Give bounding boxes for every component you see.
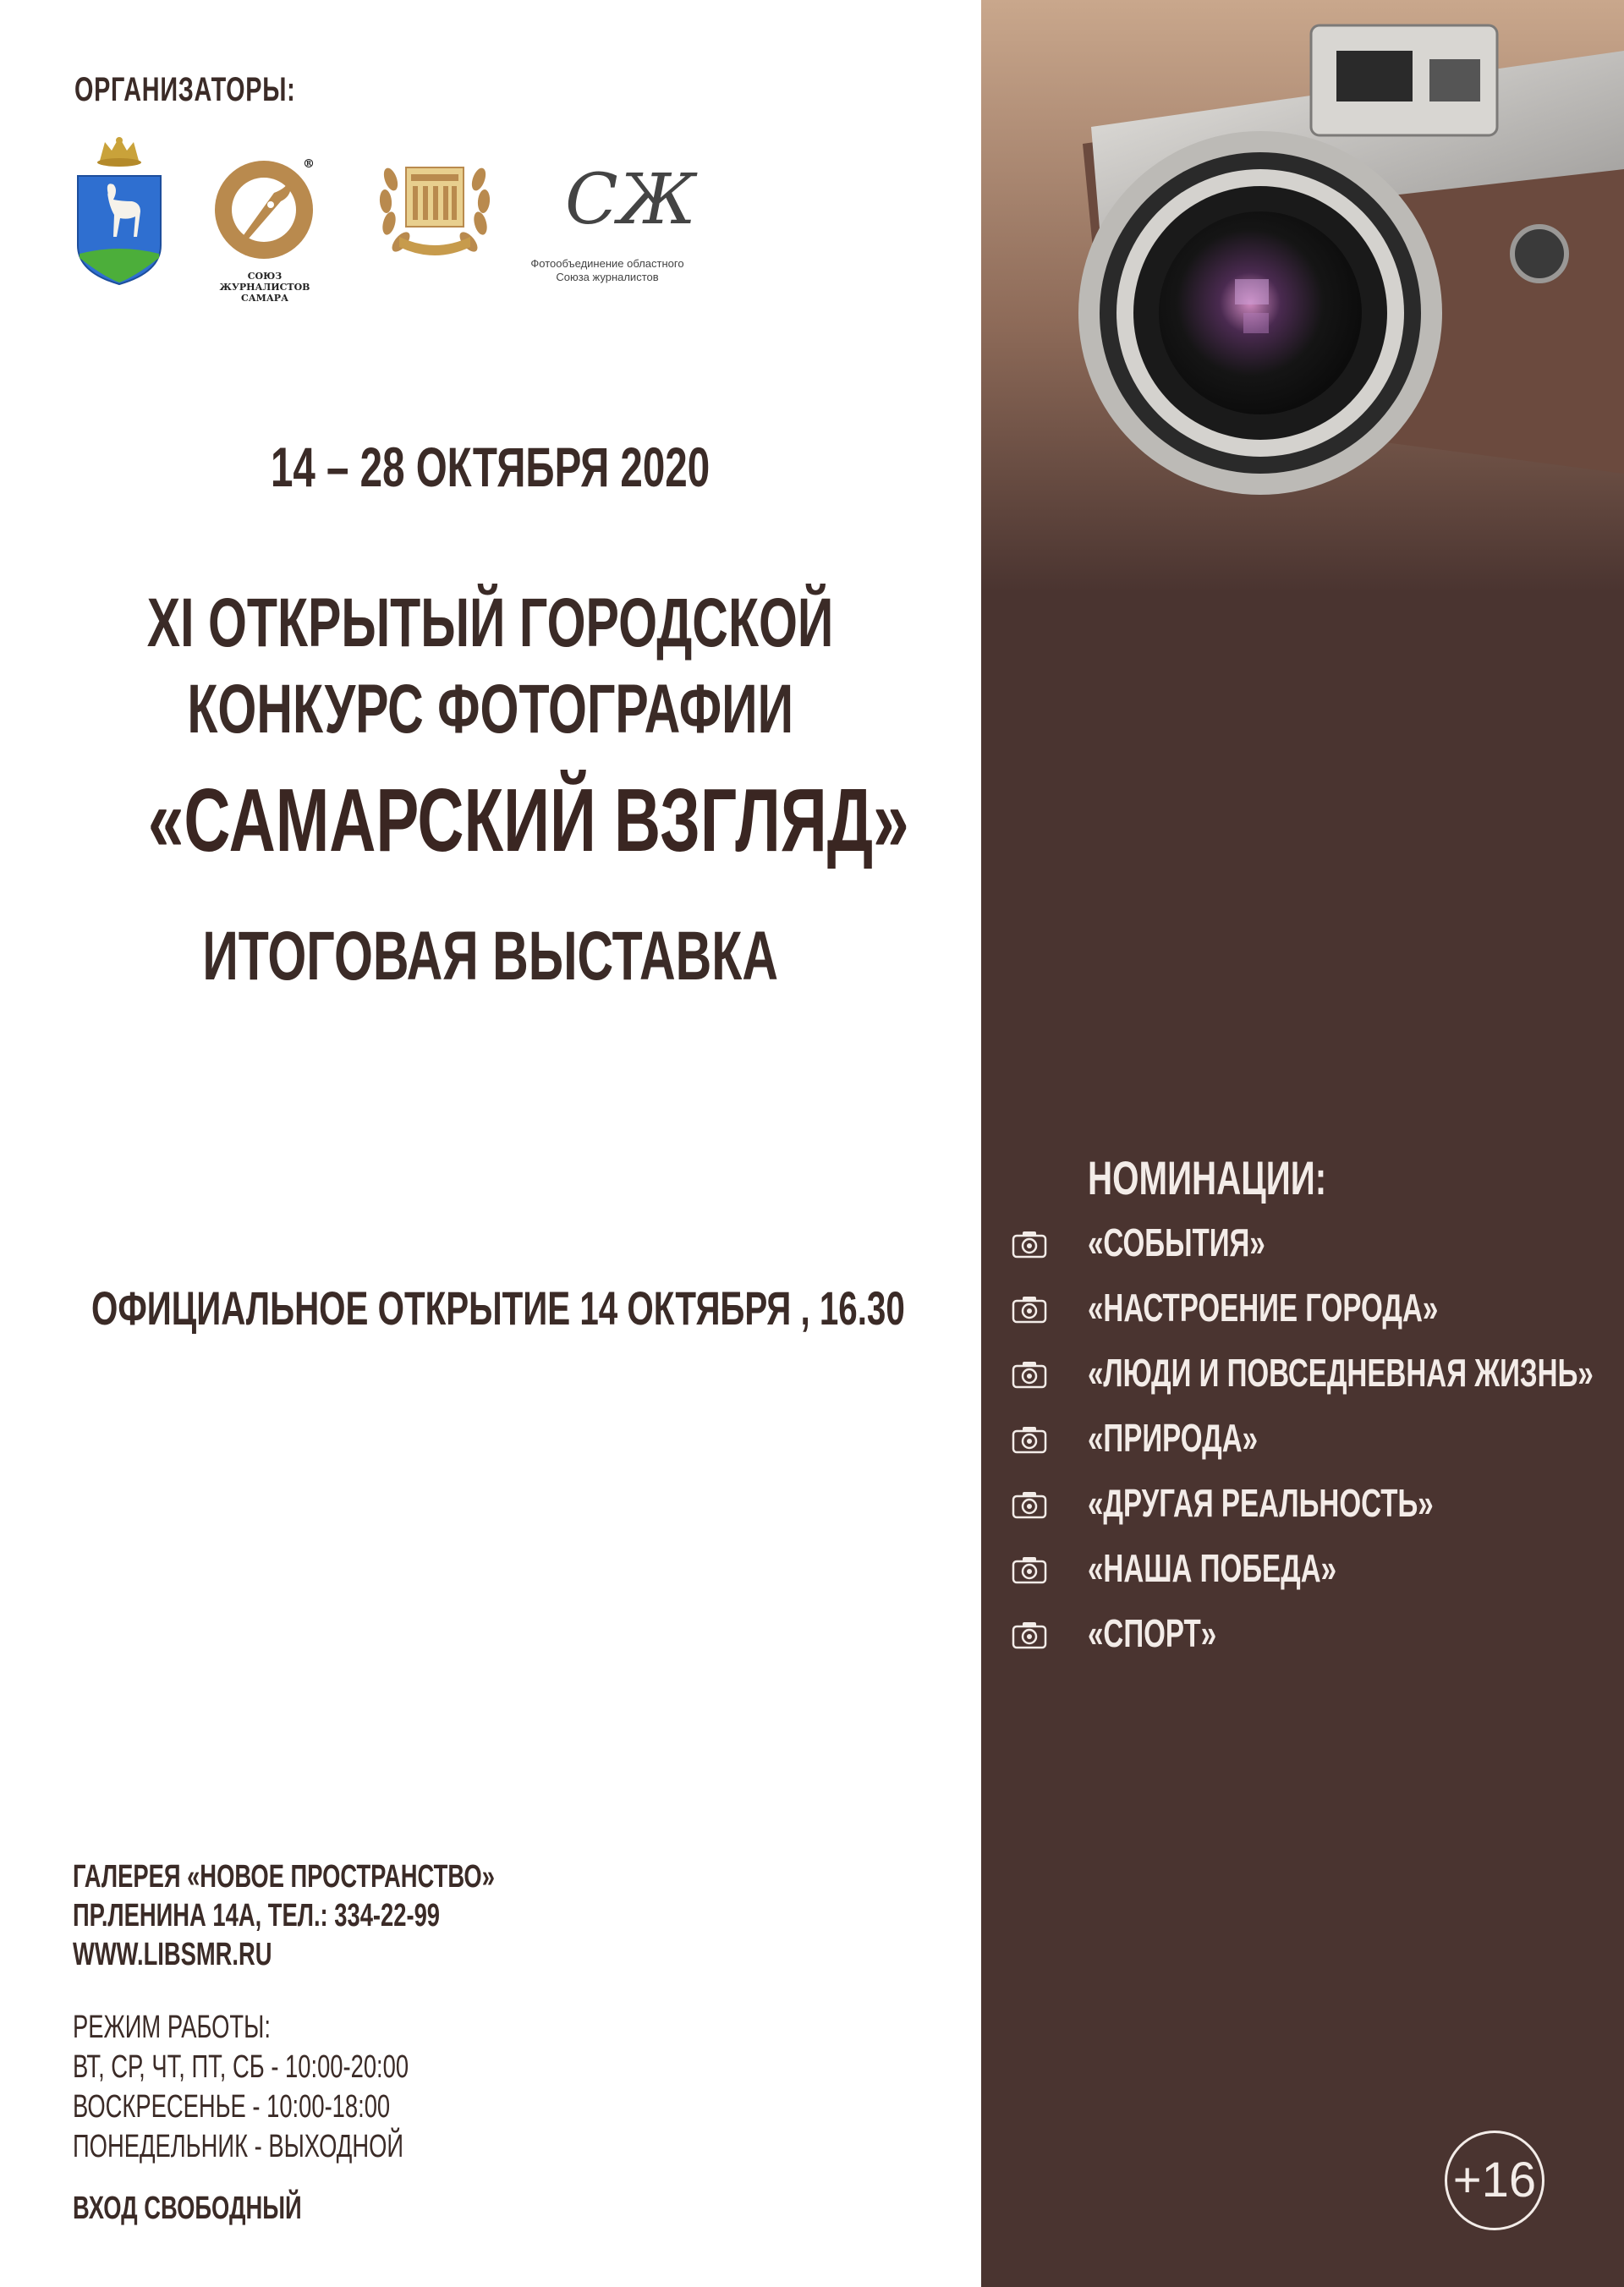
photo-association-monogram-icon: СЖ — [565, 160, 696, 240]
organizer-logos — [74, 135, 717, 304]
camera-icon — [1012, 1490, 1047, 1519]
list-item: «СОБЫТИЯ» — [1012, 1215, 1621, 1280]
list-item: «ДРУГАЯ РЕАЛЬНОСТЬ» — [1012, 1475, 1621, 1540]
camera-icon — [1012, 1425, 1047, 1454]
vintage-camera-photo — [981, 0, 1624, 592]
age-rating-badge: +16 — [1445, 2131, 1544, 2230]
event-dates: 14 – 28 ОКТЯБРЯ 2020 — [271, 436, 710, 498]
camera-icon — [1012, 1295, 1047, 1324]
official-opening: ОФИЦИАЛЬНОЕ ОТКРЫТИЕ 14 ОКТЯБРЯ , 16.30 — [91, 1281, 905, 1335]
venue-address: ГАЛЕРЕЯ «НОВОЕ ПРОСТРАНСТВО» ПР.ЛЕНИНА 14А, ТЕЛ.: 334-22-99 WWW.LIBSMR.RU — [73, 1859, 495, 1972]
title-line-2: КОНКУРС ФОТОГРАФИИ — [187, 671, 794, 748]
list-item: «НАША ПОБЕДА» — [1012, 1540, 1621, 1605]
samara-coat-of-arms-icon — [74, 135, 164, 286]
organizers-label: ОРГАНИЗАТОРЫ: — [74, 71, 296, 108]
list-item: «НАСТРОЕНИЕ ГОРОДА» — [1012, 1280, 1621, 1345]
title-line-1: XI ОТКРЫТЫЙ ГОРОДСКОЙ — [147, 584, 834, 661]
nominations-title: НОМИНАЦИИ: — [1088, 1151, 1327, 1204]
camera-icon — [1012, 1555, 1047, 1584]
camera-icon — [1012, 1360, 1047, 1389]
opening-hours: РЕЖИМ РАБОТЫ: ВТ, СР, ЧТ, ПТ, СБ - 10:00-20:00 ВОСКРЕСЕНЬЕ - 10:00-18:00 ПОНЕДЕЛЬНИК - ВЫХОДНОЙ — [73, 2010, 409, 2164]
exhibition-subtitle: ИТОГОВАЯ ВЫСТАВКА — [202, 918, 779, 995]
contest-name: «САМАРСКИЙ ВЗГЛЯД» — [147, 771, 909, 870]
camera-icon — [1012, 1621, 1047, 1649]
nominations-list — [1012, 1215, 1621, 1670]
list-item: «ЛЮДИ И ПОВСЕДНЕВНАЯ ЖИЗНЬ» — [1012, 1345, 1621, 1410]
website-link[interactable]: WWW.LIBSMR.RU — [73, 1937, 272, 1972]
photo-association-caption: Фотообъединение областного Союза журналистов — [530, 257, 684, 283]
list-item: «СПОРТ» — [1012, 1605, 1621, 1670]
list-item: «ПРИРОДА» — [1012, 1410, 1621, 1475]
registered-mark: ® — [303, 157, 315, 171]
right-panel — [981, 0, 1624, 2287]
library-laurel-wreath-icon — [376, 145, 494, 271]
camera-icon — [1012, 1230, 1047, 1259]
free-entry: ВХОД СВОБОДНЫЙ — [73, 2191, 302, 2226]
journalists-union-caption: СОЮЗ ЖУРНАЛИСТОВ САМАРА — [219, 271, 310, 304]
